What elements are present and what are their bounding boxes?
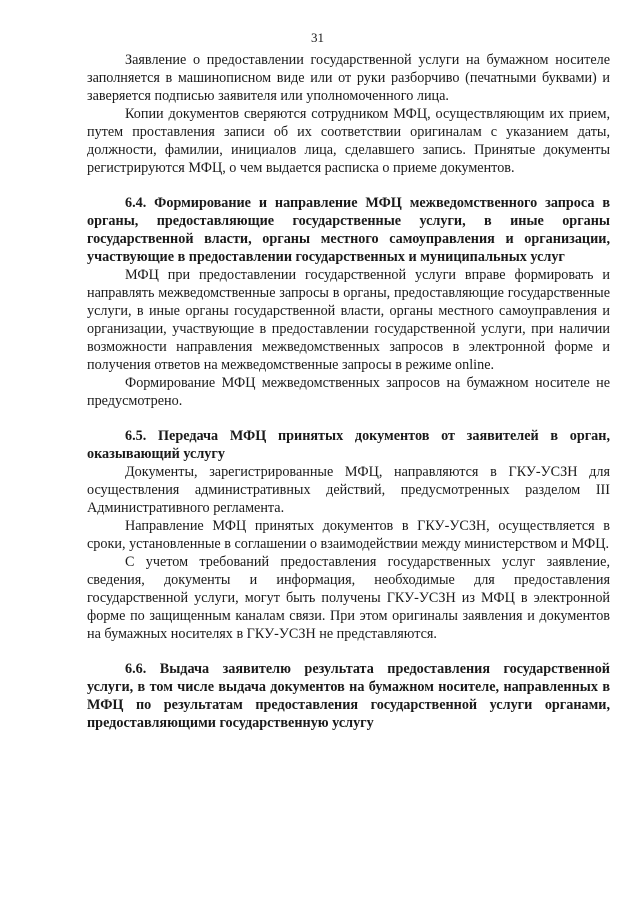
section-6-5-paragraph: Документы, зарегистрированные МФЦ, направляются в ГКУ-УСЗН для осуществления административных действий, предусмотренных разделом III Административного регламента. <box>87 464 610 516</box>
page-body <box>87 51 610 732</box>
section-6-6-heading: 6.6. Выдача заявителю результата предоставления государственной услуги, в том числе выдача документов на бумажном носителе, направленных в МФЦ по результатам предоставления государственной услуги органами, предоставляющими государственную услугу <box>87 661 610 731</box>
section-6-5-paragraph: С учетом требований предоставления государственных услуг заявление, сведения, документы и информация, необходимые для предоставления государственной услуги, могут быть получены ГКУ-УСЗН из МФЦ в электронной форме по защищенным каналам связи. При этом оригиналы заявления и документов на бумажных носителях в ГКУ-УСЗН не представляются. <box>87 554 610 642</box>
paragraph-application-form: Заявление о предоставлении государственной услуги на бумажном носителе заполняется в машинописном виде или от руки разборчиво (печатными буквами) и заверяется подписью заявителя или уполномоченного лица. <box>87 52 610 104</box>
paragraph-document-copies: Копии документов сверяются сотрудником МФЦ, осуществляющим их прием, путем проставления записи об их соответствии оригиналам с указанием даты, должности, фамилии, инициалов лица, сделавшего запись. Принятые документы регистрируются МФЦ, о чем выдается расписка о приеме документов. <box>87 106 610 176</box>
section-6-4-heading: 6.4. Формирование и направление МФЦ межведомственного запроса в органы, предоставляющие государственные услуги, в иные органы государственной власти, органы местного самоуправления и организации, участвующие в предоставлении государственных и муниципальных услуг <box>87 195 610 265</box>
page-number: 31 <box>311 30 324 45</box>
section-6-5-heading: 6.5. Передача МФЦ принятых документов от заявителей в орган, оказывающий услугу <box>87 428 610 462</box>
section-6-4-paragraph: Формирование МФЦ межведомственных запросов на бумажном носителе не предусмотрено. <box>87 375 610 409</box>
section-6-4-paragraph: МФЦ при предоставлении государственной услуги вправе формировать и направлять межведомственные запросы в органы, предоставляющие государственные услуги, в иные органы государственной власти, органы местного самоуправления и организации, участвующие в предоставлении государственной услуги, при наличии возможности направления межведомственных запросов в электронной форме и получения ответов на межведомственные запросы в режиме online. <box>87 267 610 373</box>
section-6-5-paragraph: Направление МФЦ принятых документов в ГКУ-УСЗН, осуществляется в сроки, установленные в соглашении о взаимодействии между министерством и МФЦ. <box>87 518 610 552</box>
